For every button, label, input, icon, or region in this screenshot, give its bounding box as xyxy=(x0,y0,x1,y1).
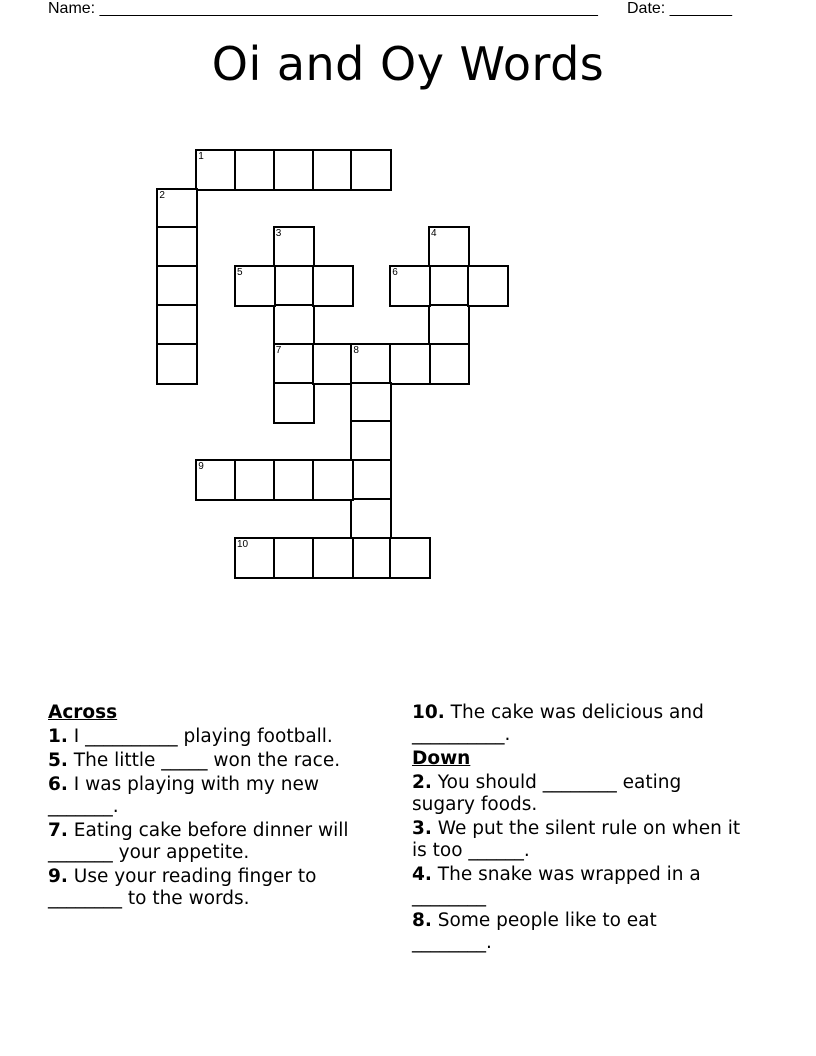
clue-text: Use your reading finger to ________ to the words. xyxy=(48,866,317,909)
crossword-cell[interactable] xyxy=(350,343,392,385)
clue-text: You should ________ eating sugary foods. xyxy=(412,772,682,815)
crossword-cell[interactable] xyxy=(350,149,392,191)
crossword-cell[interactable] xyxy=(273,537,315,579)
across-clue-10 xyxy=(412,702,742,746)
crossword-cell[interactable] xyxy=(350,498,392,540)
cell-number: 7 xyxy=(275,344,282,356)
across-clue-1 xyxy=(48,726,388,748)
crossword-cell[interactable] xyxy=(273,226,315,268)
page-title: Oi and Oy Words xyxy=(211,37,605,91)
down-clue-2 xyxy=(412,772,742,816)
crossword-cell[interactable] xyxy=(234,265,276,307)
across-clue-6 xyxy=(48,774,388,818)
crossword-cell[interactable] xyxy=(156,188,198,230)
crossword-cell[interactable] xyxy=(389,265,431,307)
cell-number: 9 xyxy=(198,461,204,473)
cell-number: 3 xyxy=(275,228,282,240)
down-clue-4 xyxy=(412,864,742,908)
clue-text: I __________ playing football. xyxy=(73,726,333,747)
crossword-cell[interactable] xyxy=(156,265,198,307)
crossword-cell[interactable] xyxy=(273,343,315,385)
clue-number: 4. xyxy=(412,864,432,885)
cell-number: 2 xyxy=(159,189,165,201)
crossword-cell[interactable] xyxy=(428,304,470,346)
crossword-cell[interactable] xyxy=(234,459,276,501)
crossword-cell[interactable] xyxy=(273,265,315,307)
crossword-cell[interactable] xyxy=(312,265,354,307)
clue-number: 2. xyxy=(412,772,432,793)
crossword-cell[interactable] xyxy=(273,149,315,191)
clue-number: 7. xyxy=(48,820,68,841)
crossword-cell[interactable] xyxy=(273,459,315,501)
crossword-cell[interactable] xyxy=(389,343,431,385)
clue-text: Eating cake before dinner will _______ your appetite. xyxy=(48,820,349,863)
crossword-cell[interactable] xyxy=(350,420,392,462)
crossword-cell[interactable] xyxy=(350,459,392,501)
crossword-cell[interactable] xyxy=(156,343,198,385)
crossword-cell[interactable] xyxy=(195,149,237,191)
clues-right-column xyxy=(412,702,742,956)
across-clue-7 xyxy=(48,820,388,864)
crossword-cell[interactable] xyxy=(350,537,392,579)
cell-number: 4 xyxy=(431,228,437,240)
crossword-cell[interactable] xyxy=(234,149,276,191)
cell-number: 10 xyxy=(237,538,249,550)
clue-number: 6. xyxy=(48,774,68,795)
crossword-cell[interactable] xyxy=(195,459,237,501)
clue-number: 9. xyxy=(48,866,68,887)
across-clue-9 xyxy=(48,866,388,910)
date-field-label: Date: _______ xyxy=(627,0,732,17)
clue-text: The cake was delicious and __________. xyxy=(412,702,704,745)
across-clue-5 xyxy=(48,750,388,772)
crossword-cell[interactable] xyxy=(428,343,470,385)
crossword-cell[interactable] xyxy=(312,459,354,501)
crossword-cell[interactable] xyxy=(350,382,392,424)
cell-number: 6 xyxy=(392,267,398,279)
clue-number: 8. xyxy=(412,910,432,931)
down-clue-8 xyxy=(412,910,742,954)
crossword-cell[interactable] xyxy=(273,304,315,346)
clues-left-column xyxy=(48,702,388,912)
crossword-cell[interactable] xyxy=(312,149,354,191)
clue-number: 3. xyxy=(412,818,432,839)
crossword-cell[interactable] xyxy=(156,226,198,268)
down-heading: Down xyxy=(412,748,471,769)
across-heading: Across xyxy=(48,702,118,723)
clue-text: I was playing with my new _______. xyxy=(48,774,319,817)
crossword-cell[interactable] xyxy=(312,537,354,579)
clue-number: 5. xyxy=(48,750,68,771)
crossword-cell[interactable] xyxy=(273,382,315,424)
cell-number: 1 xyxy=(198,150,204,162)
clue-text: We put the silent rule on when it is too ______. xyxy=(412,818,741,861)
crossword-cell[interactable] xyxy=(389,537,431,579)
clue-text: The snake was wrapped in a ________ xyxy=(412,864,701,907)
crossword-cell[interactable] xyxy=(428,265,470,307)
name-field-label: Name: ________________________________________________________ xyxy=(48,0,598,17)
cell-number: 8 xyxy=(353,344,359,356)
clue-text: Some people like to eat ________. xyxy=(412,910,657,953)
crossword-cell[interactable] xyxy=(428,226,470,268)
crossword-cell[interactable] xyxy=(312,343,354,385)
cell-number: 5 xyxy=(237,267,243,279)
clue-number: 1. xyxy=(48,726,68,747)
crossword-cell[interactable] xyxy=(156,304,198,346)
clue-text: The little _____ won the race. xyxy=(73,750,341,771)
down-clue-3 xyxy=(412,818,742,862)
clue-number: 10. xyxy=(412,702,445,723)
crossword-cell[interactable] xyxy=(234,537,276,579)
crossword-cell[interactable] xyxy=(467,265,509,307)
